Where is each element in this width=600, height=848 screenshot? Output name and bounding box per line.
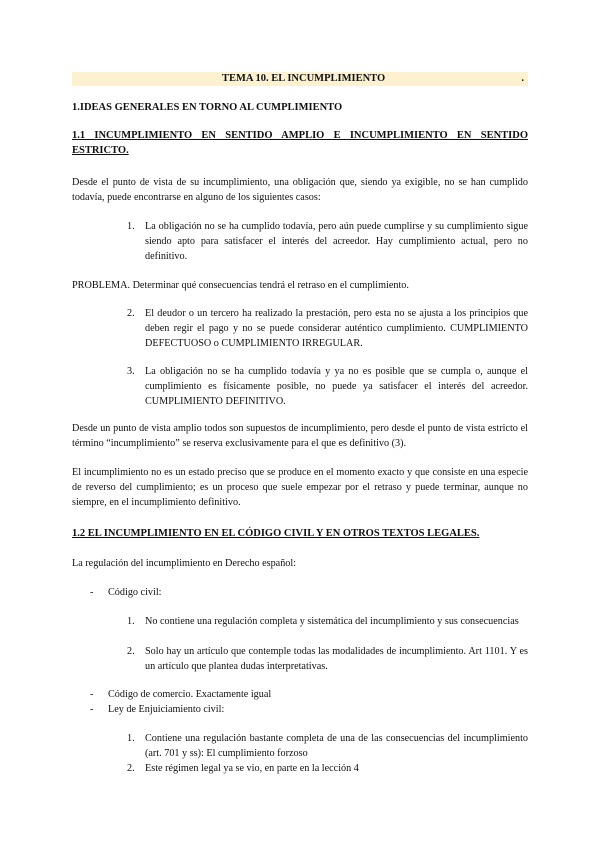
list-text: La obligación no se ha cumplido todavía y ya no es posible que se cumpla o, aunque el cumplimiento es físicamente posible, no puede ya satisfacer el interés del acreedor. CUMPLIMIENTO DEFINITIVO. — [145, 366, 528, 407]
list-text: La obligación no se ha cumplido todavía, pero aún puede cumplirse y su cumplimiento sigue siendo apto para satisfacer el interés del acreedor. Hay cumplimiento actual, pero no definitivo. — [145, 221, 528, 262]
document-title-bar — [72, 72, 528, 86]
title-dot: . — [521, 73, 524, 84]
ley-enjuiciamiento-label: Ley de Enjuiciamiento civil: — [108, 704, 225, 715]
codigo-comercio-label: Código de comercio. Exactamente igual — [108, 689, 272, 700]
problema-paragraph: PROBLEMA. Determinar qué consecuencias tendrá el retraso en el cumplimiento. — [72, 280, 409, 291]
dash-bullet: - — [90, 587, 94, 598]
list-text: Este régimen legal ya se vio, en parte en la lección 4 — [145, 763, 359, 774]
list-number: 1. — [127, 733, 135, 744]
list-text: El deudor o un tercero ha realizado la prestación, pero esta no se ajusta a los principios que deben regir el pago y no se puede considerar auténtico cumplimiento. CUMPLIMIENTO DEFECTUOSO o CUMPLIMIENTO IRREGULAR. — [145, 308, 528, 349]
proceso-paragraph: El incumplimiento no es un estado preciso que se produce en el momento exacto y que consiste en una especie de reverso del cumplimiento; es un proceso que suele empezar por el retraso y puede terminar, aunque no siempre, en el incumplimiento definitivo. — [72, 467, 528, 508]
amplio-paragraph: Desde un punto de vista amplio todos son supuestos de incumplimiento, pero desde el punto de vista estricto el término “incumplimiento” se reserva exclusivamente para el que es definitivo (3). — [72, 423, 528, 449]
list-number: 1. — [127, 616, 135, 627]
list-text: Solo hay un artículo que contemple todas las modalidades de incumplimiento. Art 1101. Y es un artículo que plantea dudas interpretativas. — [145, 646, 528, 672]
list-text: No contiene una regulación completa y sistemática del incumplimiento y sus consecuencias — [145, 616, 519, 627]
list-text: Contiene una regulación bastante completa de una de las consecuencias del incumplimiento (art. 701 y ss): El cumplimiento forzoso — [145, 733, 528, 759]
dash-bullet: - — [90, 689, 94, 700]
list-number: 2. — [127, 763, 135, 774]
document-title: TEMA 10. EL INCUMPLIMIENTO — [222, 73, 386, 84]
codigo-civil-label: Código civil: — [108, 587, 162, 598]
subsection-heading-1-2: 1.2 EL INCUMPLIMIENTO EN EL CÓDIGO CIVIL Y EN OTROS TEXTOS LEGALES. — [72, 528, 480, 539]
dash-bullet: - — [90, 704, 94, 715]
intro-paragraph: Desde el punto de vista de su incumplimiento, una obligación que, siendo ya exigible, no se han cumplido todavía, puede encontrarse en alguno de los siguientes casos: — [72, 177, 528, 203]
list-number: 1. — [127, 221, 135, 232]
regulacion-paragraph: La regulación del incumplimiento en Derecho español: — [72, 558, 297, 569]
subsection-heading-1-1: 1.1 INCUMPLIMIENTO EN SENTIDO AMPLIO E INCUMPLIMIENTO EN SENTIDO ESTRICTO. — [72, 130, 528, 156]
list-number: 2. — [127, 308, 135, 319]
list-number: 2. — [127, 646, 135, 657]
section-heading-1: 1.IDEAS GENERALES EN TORNO AL CUMPLIMIENTO — [72, 102, 343, 113]
list-number: 3. — [127, 366, 135, 377]
